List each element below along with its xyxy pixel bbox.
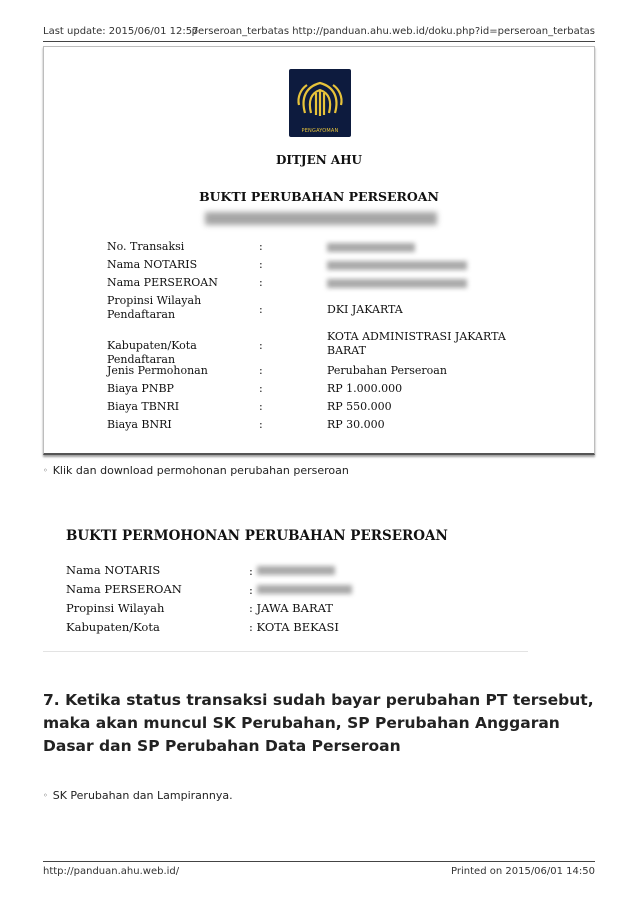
bullet-marker: ◦	[43, 791, 48, 800]
row-value: :	[249, 583, 253, 597]
redacted-value	[257, 585, 352, 594]
row-value: RP 550.000	[327, 400, 392, 413]
row-value-redacted	[327, 258, 537, 274]
list-item	[43, 464, 349, 477]
row-value-block	[327, 330, 537, 358]
row-label: Biaya PNBP	[107, 382, 174, 395]
section-heading: 7. Ketika status transaksi sudah bayar perubahan PT tersebut, maka akan muncul SK Perubahan, SP Perubahan Anggaran Dasar dan SP Perubahan Data Perseroan	[43, 691, 594, 755]
row-label-line2: Pendaftaran	[107, 308, 176, 321]
row-value: KOTA ADMINISTRASI JAKARTA	[327, 330, 506, 343]
row-separator: :	[259, 400, 263, 413]
row-value-block	[249, 563, 469, 578]
row-value: RP 1.000.000	[327, 382, 403, 395]
row-label: Biaya TBNRI	[107, 400, 180, 413]
list-item	[43, 789, 233, 802]
bullet-marker: ◦	[43, 466, 48, 475]
row-separator: :	[259, 258, 263, 271]
row-separator: :	[259, 382, 263, 395]
page-footer	[43, 866, 595, 880]
row-value-line2: BARAT	[327, 344, 366, 357]
document-subtitle: BUKTI PERUBAHAN PERSEROAN	[199, 189, 439, 204]
row-value: RP 30.000	[327, 418, 385, 431]
row-label: Jenis Permohonan	[107, 364, 208, 377]
row-label-block	[107, 294, 257, 322]
row-label: Kabupaten/Kota Pendaftaran	[107, 339, 197, 366]
row-separator: :	[259, 276, 263, 289]
row-value: DKI JAKARTA	[327, 303, 403, 316]
pengayoman-logo	[289, 69, 351, 137]
row-separator: :	[259, 364, 263, 377]
row-label: Nama PERSEROAN	[66, 582, 182, 596]
logo-caption: PENGAYOMAN	[301, 128, 339, 134]
row-value-redacted	[327, 276, 537, 292]
row-value: : JAWA BARAT	[249, 601, 333, 615]
page-header	[43, 26, 595, 40]
redacted-company-name	[205, 212, 437, 225]
row-separator: :	[259, 240, 263, 253]
bukti-perubahan-screenshot	[43, 46, 595, 455]
document-title: DITJEN AHU	[275, 153, 363, 167]
row-label: Nama NOTARIS	[107, 258, 198, 271]
bullet-text: Klik dan download permohonan perubahan perseroan	[52, 464, 349, 477]
row-value: Perubahan Perseroan	[327, 364, 447, 377]
row-label: Kabupaten/Kota	[66, 620, 160, 634]
row-value: :	[249, 564, 253, 578]
row-label: Nama NOTARIS	[66, 563, 161, 577]
row-label: Propinsi Wilayah	[66, 601, 165, 615]
row-separator: :	[259, 303, 263, 316]
row-separator: :	[259, 418, 263, 431]
row-value: : KOTA BEKASI	[249, 620, 339, 634]
header-divider	[43, 41, 595, 42]
last-update-text: Last update: 2015/06/01 12:57	[43, 26, 199, 37]
row-label: Biaya BNRI	[107, 418, 172, 431]
permohonan-title: BUKTI PERMOHONAN PERUBAHAN PERSEROAN	[66, 528, 448, 544]
bukti-permohonan-screenshot	[43, 506, 528, 652]
row-value-redacted	[327, 240, 537, 256]
footer-url[interactable]: http://panduan.ahu.web.id/	[43, 866, 180, 877]
row-separator: :	[259, 339, 263, 352]
redacted-value	[257, 566, 335, 575]
page-reference-text: perseroan_terbatas http://panduan.ahu.web.id/doku.php?id=perseroan_terbatas	[191, 26, 595, 37]
row-label: Nama PERSEROAN	[107, 276, 218, 289]
bullet-text: SK Perubahan dan Lampirannya.	[52, 789, 233, 802]
row-label: No. Transaksi	[107, 240, 185, 253]
printed-date: Printed on 2015/06/01 14:50	[451, 866, 595, 877]
row-label: Propinsi Wilayah	[107, 294, 202, 307]
row-value-block	[249, 582, 469, 597]
footer-divider	[43, 861, 595, 862]
pengayoman-emblem-icon	[289, 69, 351, 137]
